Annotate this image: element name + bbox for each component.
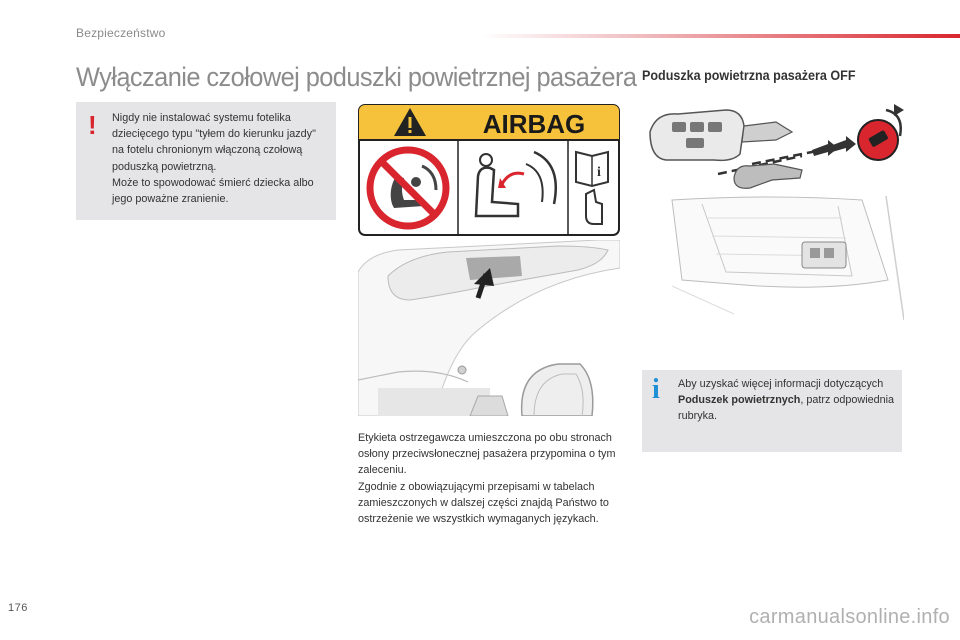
warning-text	[112, 110, 328, 207]
page-number: 176	[8, 602, 28, 614]
section-label: Bezpieczeństwo	[76, 26, 166, 40]
caption-line: Etykieta ostrzegawcza umieszczona po obu stronach osłony przeciwsłonecznej pasażera przypomina o tym zaleceniu.	[358, 432, 616, 477]
warning-box	[76, 102, 336, 220]
caption-line: Zgodnie z obowiązującymi przepisami w tabelach zamieszczonych w dalszej części znajdą Państwo to ostrzeżenie we wszystkich wymaganych językach.	[358, 480, 609, 526]
no-rear-facing-seat-icon	[370, 150, 446, 226]
page-title: Wyłączanie czołowej poduszki powietrznej pasażera	[76, 62, 637, 92]
airbag-switch-icon	[858, 104, 904, 160]
airbag-label-text: AIRBAG	[482, 109, 586, 139]
sun-visor-illustration	[358, 240, 620, 416]
warning-line: Nigdy nie instalować systemu fotelika dziecięcego typu "tyłem do kierunku jazdy" na fotelu chronionym włączoną czołową poduszką powietrzną.	[112, 112, 316, 173]
watermark: carmanualsonline.info	[749, 606, 950, 628]
exclamation-icon: !	[88, 110, 97, 140]
info-text-before: Aby uzyskać więcej informacji dotyczących	[678, 378, 884, 390]
key-blade-icon	[734, 164, 802, 188]
direction-arrows-icon	[812, 136, 856, 156]
warning-sticker	[466, 256, 522, 280]
airbag-off-heading: Poduszka powietrzna pasażera OFF	[642, 68, 856, 83]
key-icon	[650, 110, 792, 160]
info-text	[678, 376, 896, 425]
airbag-warning-label	[358, 104, 620, 236]
info-text-bold: Poduszek powietrznych	[678, 394, 801, 407]
header-accent-bar	[480, 34, 960, 38]
svg-text:i: i	[597, 165, 601, 180]
key-switch-illustration	[642, 100, 904, 328]
warning-line: Może to spowodować śmierć dziecka albo jego poważne zranienie.	[112, 176, 314, 206]
label-caption	[358, 430, 620, 527]
info-text-after: , patrz odpowiednia rubryka.	[678, 394, 895, 423]
info-icon: i	[652, 374, 660, 405]
info-box	[642, 370, 902, 452]
